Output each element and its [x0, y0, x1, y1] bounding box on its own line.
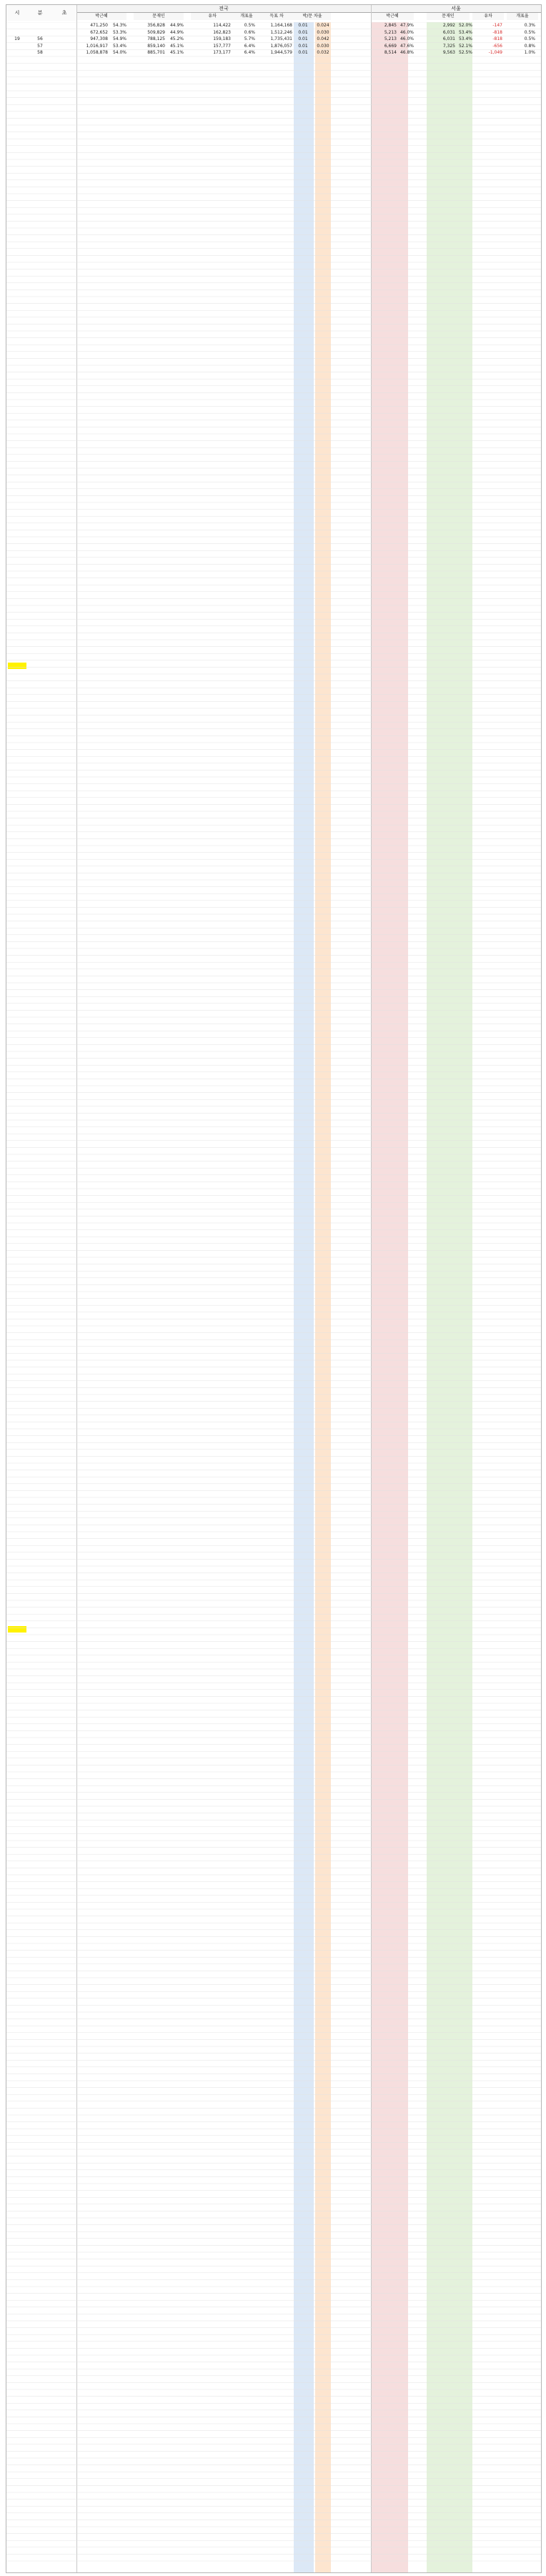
second-col-head: 초 — [52, 5, 76, 21]
second-cell — [52, 29, 76, 36]
nat-rate-cell: 0.6% — [244, 29, 255, 35]
hour-cell: 19 — [14, 36, 20, 42]
seoul-park-pct-cell: 47.6% — [399, 43, 414, 49]
seoul-moon-cell: 2,992 — [442, 23, 455, 28]
seoul-rate-cell: 0.3% — [524, 23, 535, 28]
hour-cell — [6, 29, 28, 36]
seoul-moon-pct-cell: 53.4% — [458, 36, 472, 42]
nat-moon-pct-cell: 44.9% — [169, 29, 184, 35]
hour-cell — [6, 49, 28, 56]
seoul-gap-cell: -656 — [492, 43, 502, 49]
nat-moon-cell: 885,701 — [147, 50, 165, 56]
seoul-moon-cell: 7,325 — [442, 43, 455, 49]
nat-moon-cell: 356,828 — [147, 23, 165, 28]
minute-cell — [28, 29, 52, 36]
nat-park-cell: 1,016,917 — [86, 43, 108, 49]
nat-rate-cell: 5.7% — [244, 36, 255, 42]
seoul-rate-cell: 0.5% — [524, 36, 535, 42]
nat-ratio-cell: 0.01 — [298, 50, 308, 56]
nat-diff-cell: 0.042 — [317, 36, 329, 42]
hour-cell — [6, 43, 28, 50]
nat-gap-head: 유차 — [191, 13, 234, 20]
seoul-rate-head: 개표율 — [507, 13, 538, 20]
nat-moon-head: 문재인 — [134, 13, 184, 20]
nat-park-pct-cell: 53.3% — [112, 29, 126, 35]
nat-vote-cell: 1,944,579 — [270, 50, 292, 56]
row-gridlines — [6, 22, 76, 2567]
seoul-moon-pct-cell: 53.4% — [458, 29, 472, 35]
seoul-park-cell: 2,845 — [384, 23, 397, 28]
nat-moon-pct-cell: 45.1% — [169, 50, 184, 56]
nat-rate-cell: 6.4% — [244, 43, 255, 49]
minute-cell: 56 — [37, 36, 43, 42]
minute-cell — [28, 22, 52, 29]
nat-moon-cell: 859,140 — [147, 43, 165, 49]
nat-moon-cell: 509,829 — [147, 29, 165, 35]
seoul-rate-cell: 1.0% — [524, 50, 535, 56]
nat-gap-cell: 162,823 — [213, 29, 231, 35]
nat-park-pct-cell: 54.0% — [112, 50, 126, 56]
nat-ratio-cell: 0.01 — [298, 43, 308, 49]
nat-vote-cell: 1,512,246 — [270, 29, 292, 35]
nat-gap-cell: 159,183 — [213, 36, 231, 42]
second-cell — [52, 36, 76, 43]
nat-vote-cell: 1,735,431 — [270, 36, 292, 42]
row-gridlines — [371, 22, 541, 2567]
seoul-park-cell: 8,514 — [384, 50, 397, 56]
second-cell — [52, 49, 76, 56]
nat-park-cell: 471,250 — [90, 23, 108, 28]
seoul-moon-pct-cell: 52.1% — [458, 43, 472, 49]
seoul-gap-cell: -1,049 — [488, 50, 502, 56]
seoul-gap-cell: -818 — [492, 36, 502, 42]
hour-cell — [6, 22, 28, 29]
seoul-gap-head: 유차 — [472, 13, 504, 20]
nat-diff-cell: 0.024 — [317, 23, 329, 28]
seoul-moon-cell: 6,031 — [442, 36, 455, 42]
nat-vote-cell: 1,876,057 — [270, 43, 292, 49]
nat-park-cell: 672,652 — [90, 29, 108, 35]
nat-park-pct-cell: 54.3% — [112, 23, 126, 28]
nat-vote-cell: 1,164,168 — [270, 23, 292, 28]
nat-ratio-cell: 0.01 — [298, 36, 308, 42]
seoul-rate-cell: 0.5% — [524, 29, 535, 35]
nat-park-pct-cell: 53.4% — [112, 43, 126, 49]
nat-diff-cell: 0.032 — [317, 50, 329, 56]
seoul-park-pct-cell: 46.0% — [399, 36, 414, 42]
seoul-moon-pct-cell: 52.0% — [458, 23, 472, 28]
nat-moon-pct-cell: 45.2% — [169, 36, 184, 42]
nat-ratio-cell: 0.01 — [298, 23, 308, 28]
seoul-moon-head: 문재인 — [427, 13, 470, 20]
row-gridlines — [76, 22, 371, 2567]
nat-moon-pct-cell: 45.1% — [169, 43, 184, 49]
seoul-moon-cell: 9,563 — [442, 50, 455, 56]
nat-moon-pct-cell: 44.9% — [169, 23, 184, 28]
seoul-park-head: 박근혜 — [371, 13, 414, 20]
seoul-park-pct-cell: 46.8% — [399, 50, 414, 56]
seoul-gap-cell: -147 — [492, 23, 502, 28]
minute-cell: 57 — [37, 43, 43, 49]
nat-gap-cell: 114,422 — [213, 23, 231, 28]
national-title: 전국 — [76, 5, 371, 13]
second-cell — [52, 43, 76, 50]
nat-moon-cell: 788,125 — [147, 36, 165, 42]
nat-park-cell: 947,308 — [90, 36, 108, 42]
seoul-rate-cell: 0.8% — [524, 43, 535, 49]
seoul-park-pct-cell: 46.0% — [399, 29, 414, 35]
nat-park-cell: 1,058,878 — [86, 50, 108, 56]
nat-rate-cell: 6.4% — [244, 50, 255, 56]
seoul-moon-cell: 6,031 — [442, 29, 455, 35]
hour-col-head: 시 — [6, 5, 28, 21]
nat-ratio-cell: 0.01 — [298, 29, 308, 35]
nat-ratio-head: 박/문 차율 — [294, 13, 331, 20]
spreadsheet — [6, 4, 542, 2573]
nat-gap-cell: 173,177 — [213, 50, 231, 56]
minute-col-head: 분 — [28, 5, 52, 21]
seoul-gap-cell: -818 — [492, 29, 502, 35]
seoul-park-pct-cell: 47.9% — [399, 23, 414, 28]
seoul-park-cell: 6,669 — [384, 43, 397, 49]
second-cell — [52, 22, 76, 29]
nat-diff-cell: 0.030 — [317, 29, 329, 35]
seoul-park-cell: 5,213 — [384, 36, 397, 42]
nat-gap-cell: 157,777 — [213, 43, 231, 49]
nat-park-pct-cell: 54.9% — [112, 36, 126, 42]
nat-park-head: 박근혜 — [76, 13, 126, 20]
nat-rate-cell: 0.5% — [244, 23, 255, 28]
seoul-moon-pct-cell: 52.5% — [458, 50, 472, 56]
seoul-title: 서울 — [371, 5, 541, 13]
nat-diff-cell: 0.030 — [317, 43, 329, 49]
nat-vote-head: 득표 차 — [259, 13, 294, 20]
nat-rate-head: 개표율 — [234, 13, 259, 20]
minute-cell: 58 — [37, 50, 43, 56]
seoul-park-cell: 5,213 — [384, 29, 397, 35]
